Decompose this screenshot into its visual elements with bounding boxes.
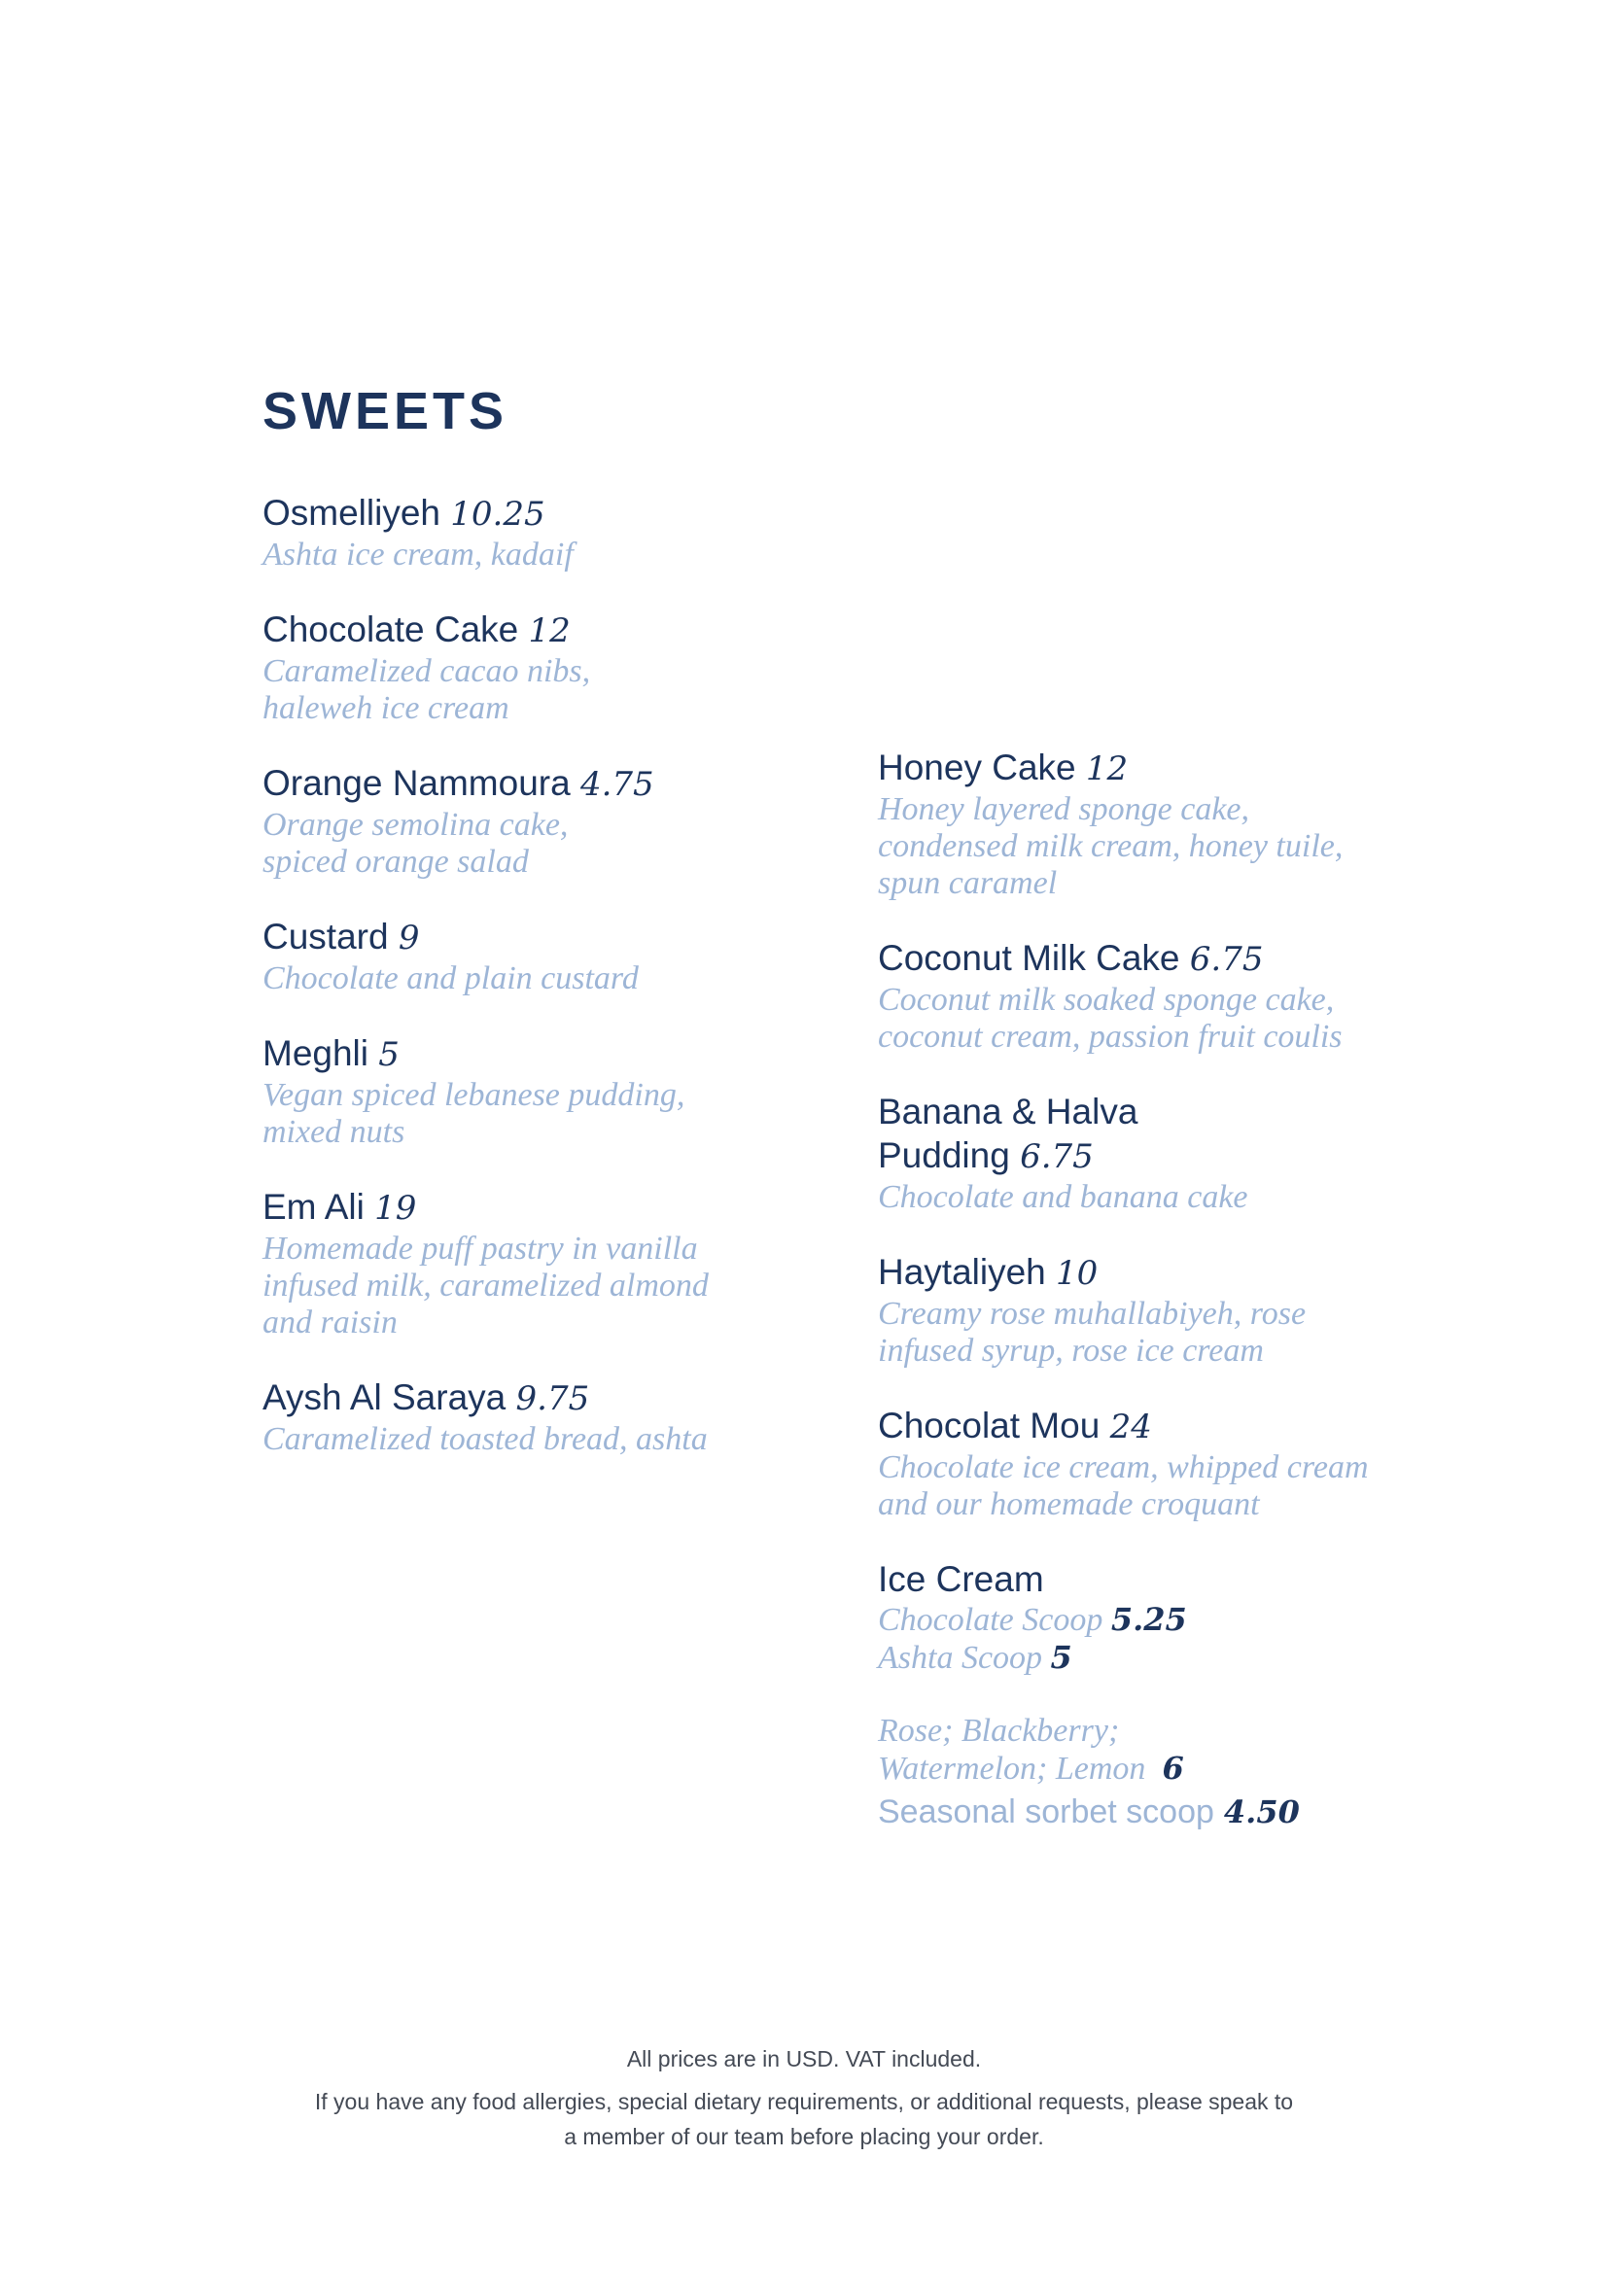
- menu-item-meghli: [262, 1031, 807, 1151]
- scoop-option: [878, 1601, 1422, 1639]
- footer: [0, 2041, 1608, 2154]
- item-name: Honey Cake: [878, 748, 1076, 787]
- menu-item-banana-halva-pudding: [878, 1090, 1422, 1216]
- item-description: coconut cream, passion fruit coulis: [878, 1019, 1343, 1055]
- scoop-label: Chocolate Scoop: [878, 1602, 1103, 1638]
- item-name: Haytaliyeh: [878, 1252, 1046, 1292]
- sorbet-scoop-label: Seasonal sorbet scoop: [878, 1793, 1214, 1830]
- sorbet-flavors: [878, 1750, 1422, 1788]
- item-price: 19: [374, 1189, 417, 1228]
- item-price: 5: [378, 1035, 400, 1074]
- item-price: 10: [1056, 1254, 1099, 1293]
- item-description: spiced orange salad: [262, 844, 529, 880]
- item-price: 9.75: [515, 1379, 590, 1418]
- item-price: 12: [528, 611, 571, 650]
- item-name: Osmelliyeh: [262, 493, 440, 533]
- item-price: 6.75: [1020, 1137, 1094, 1176]
- item-price: 6: [1162, 1750, 1184, 1787]
- item-price: 10.25: [450, 495, 545, 534]
- item-name: Em Ali: [262, 1187, 365, 1227]
- menu-item-title: [878, 1404, 1422, 1449]
- item-price: 4.75: [579, 765, 654, 804]
- menu-item-ice-cream: [878, 1557, 1422, 1834]
- item-name: Orange Nammoura: [262, 763, 571, 803]
- page-title: SWEETS: [262, 382, 508, 440]
- menu-item-title: [262, 608, 807, 653]
- menu-item-title: [262, 1375, 807, 1421]
- menu-item-title: [878, 1090, 1422, 1133]
- item-description: Caramelized toasted bread, ashta: [262, 1421, 708, 1457]
- item-name: Coconut Milk Cake: [878, 938, 1180, 978]
- currency-note: All prices are in USD. VAT included.: [626, 2046, 982, 2071]
- item-description: Honey layered sponge cake,: [878, 791, 1250, 827]
- item-price: 6.75: [1189, 940, 1264, 979]
- item-price: 12: [1085, 749, 1129, 788]
- item-price: 4.50: [1223, 1793, 1300, 1830]
- menu-item-em-ali: [262, 1185, 807, 1341]
- item-description: infused syrup, rose ice cream: [878, 1333, 1264, 1369]
- item-description: Caramelized cacao nibs,: [262, 653, 591, 689]
- menu-item-title: [262, 761, 807, 807]
- menu-item-custard: [262, 915, 807, 997]
- item-description: Ashta ice cream, kadaif: [262, 537, 574, 573]
- menu-item-title: [262, 491, 807, 537]
- menu-item-chocolat-mou: [878, 1404, 1422, 1523]
- item-description: spun caramel: [878, 865, 1058, 901]
- menu-item-coconut-milk-cake: [878, 936, 1422, 1056]
- sorbet-flavors: Rose; Blackberry;: [878, 1713, 1120, 1749]
- menu-item-title: [262, 1031, 807, 1077]
- menu-item-title: [878, 1250, 1422, 1296]
- item-description: condensed milk cream, honey tuile,: [878, 828, 1344, 864]
- item-price: 24: [1109, 1408, 1152, 1446]
- item-description: Homemade puff pastry in vanilla: [262, 1231, 698, 1267]
- sorbet-block: [878, 1713, 1422, 1834]
- item-description: and raisin: [262, 1305, 398, 1340]
- scoop-label: Ashta Scoop: [878, 1640, 1043, 1676]
- item-description: Coconut milk soaked sponge cake,: [878, 982, 1335, 1018]
- item-price: 9: [398, 919, 420, 957]
- menu-item-title: [878, 1557, 1422, 1601]
- item-description: Orange semolina cake,: [262, 807, 569, 843]
- item-description: Chocolate and plain custard: [262, 960, 639, 996]
- menu-column-left: [262, 491, 807, 1492]
- item-name: Banana & Halva: [878, 1092, 1138, 1131]
- item-description: infused milk, caramelized almond: [262, 1268, 709, 1304]
- item-name: Custard: [262, 917, 389, 957]
- menu-item-chocolate-cake: [262, 608, 807, 727]
- item-description: Chocolate ice cream, whipped cream: [878, 1449, 1369, 1485]
- item-description: Chocolate and banana cake: [878, 1179, 1248, 1215]
- menu-column-right: [878, 746, 1422, 1868]
- menu-item-title: [878, 936, 1422, 982]
- item-name: Ice Cream: [878, 1559, 1044, 1599]
- sorbet-scoop: [878, 1790, 1422, 1834]
- menu-item-honey-cake: [878, 746, 1422, 902]
- menu-item-orange-nammoura: [262, 761, 807, 881]
- item-price: 5.25: [1110, 1601, 1187, 1638]
- item-description: mixed nuts: [262, 1114, 405, 1150]
- item-name: Chocolat Mou: [878, 1406, 1101, 1445]
- item-name: Pudding: [878, 1135, 1010, 1175]
- item-description: haleweh ice cream: [262, 690, 509, 726]
- scoop-option: [878, 1639, 1422, 1677]
- item-description: and our homemade croquant: [878, 1486, 1260, 1522]
- menu-item-osmelliyeh: [262, 491, 807, 574]
- menu-item-title: [262, 1185, 807, 1231]
- menu-item-title: [878, 746, 1422, 791]
- item-name: Meghli: [262, 1033, 368, 1073]
- menu-item-haytaliyeh: [878, 1250, 1422, 1370]
- item-name: Chocolate Cake: [262, 609, 519, 649]
- item-price: 5: [1050, 1639, 1072, 1676]
- item-description: Vegan spiced lebanese pudding,: [262, 1077, 685, 1113]
- menu-item-aysh-al-saraya: [262, 1375, 807, 1458]
- item-description: Creamy rose muhallabiyeh, rose: [878, 1296, 1307, 1332]
- allergy-note: If you have any food allergies, special dietary requirements, or additional requests, please speak to a member of our team before placing your order.: [314, 2089, 1294, 2149]
- menu-item-title: [878, 1133, 1422, 1179]
- item-name: Aysh Al Saraya: [262, 1377, 507, 1417]
- menu-item-title: [262, 915, 807, 960]
- sorbet-flavors-line: Watermelon; Lemon: [878, 1751, 1146, 1787]
